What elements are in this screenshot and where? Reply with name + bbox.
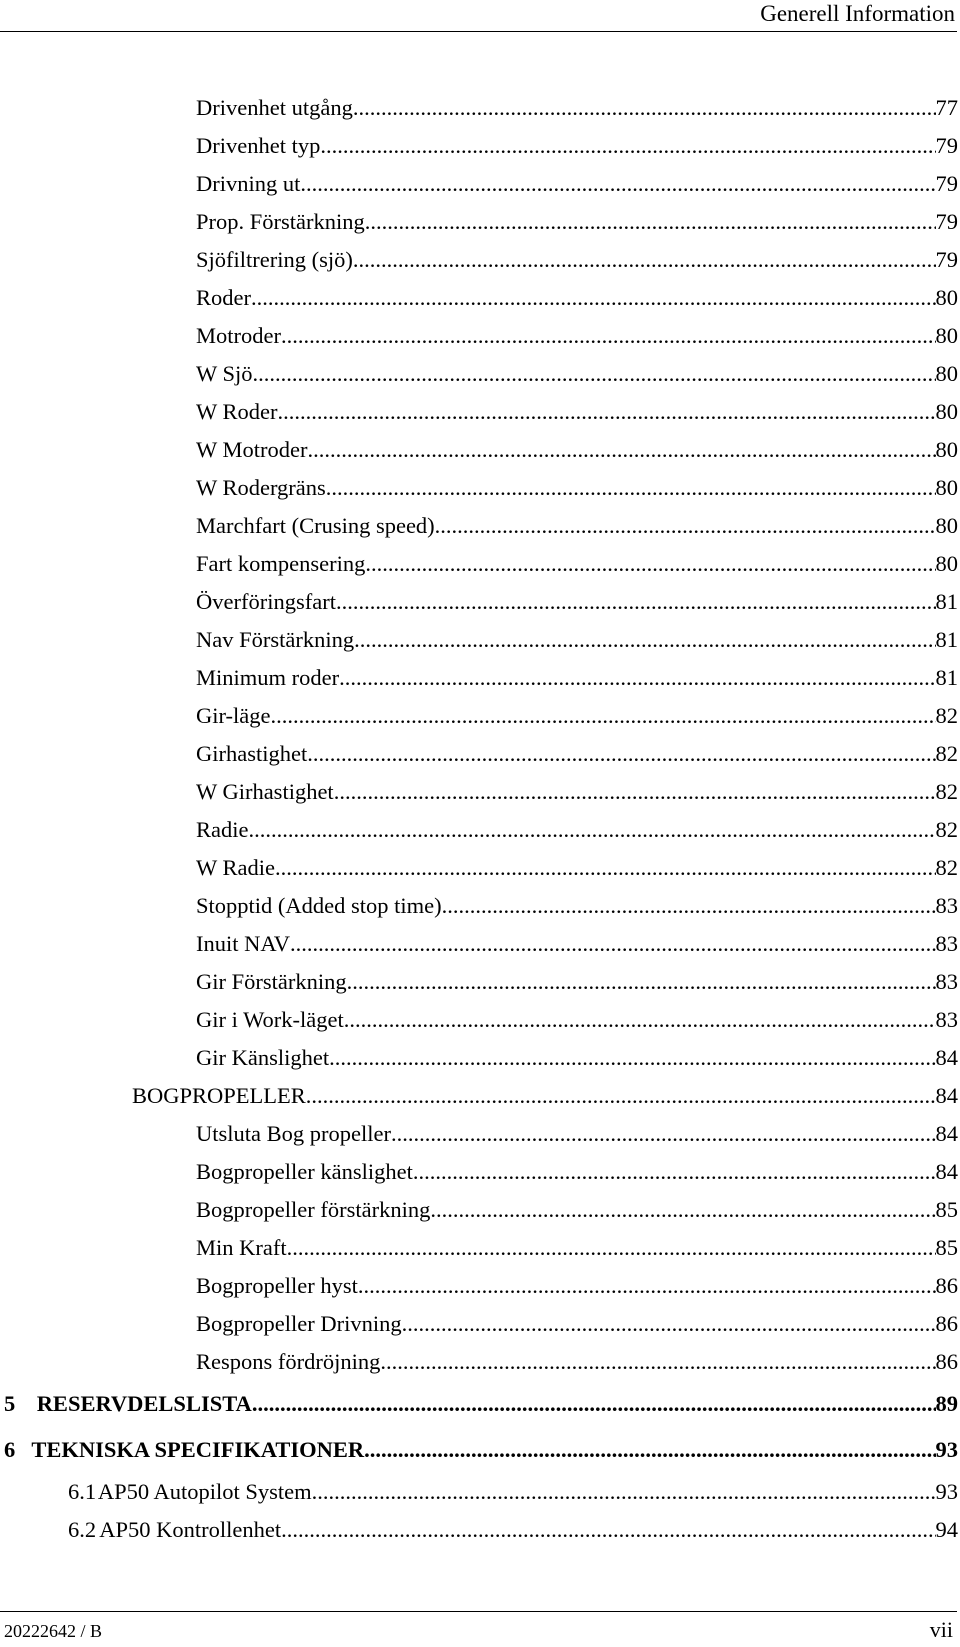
toc-entry[interactable] [196, 1311, 958, 1349]
toc-entry[interactable] [196, 95, 958, 133]
toc-entry[interactable] [196, 323, 958, 361]
toc-entry-page: 84 [935, 1159, 958, 1184]
toc-leader-dots [252, 1391, 936, 1417]
page-header [0, 0, 957, 32]
toc-leader-dots [329, 1045, 935, 1071]
toc-entry[interactable] [196, 1197, 958, 1235]
toc-entry-label: Nav Förstärkning [196, 627, 355, 652]
toc-entry-label: W Roder [196, 399, 278, 424]
toc-entry[interactable] [196, 665, 958, 703]
toc-leader-dots [251, 285, 936, 311]
toc-leader-dots [334, 779, 936, 805]
toc-leader-dots [326, 133, 936, 159]
toc-entry-label: Överföringsfart [196, 589, 336, 614]
toc-entry[interactable] [196, 247, 958, 285]
toc-entry[interactable] [196, 931, 958, 969]
toc-entry-page: 89 [935, 1391, 958, 1416]
toc-entry-label: Gir i Work-läget [196, 1007, 344, 1032]
toc-entry-number: 5 [4, 1391, 16, 1416]
toc-entry-label: W Rodergräns [196, 475, 326, 500]
toc-entry-page: 83 [935, 969, 958, 994]
toc-entry-label: AP50 Autopilot System [97, 1479, 312, 1504]
toc-entry-page: 83 [935, 1007, 958, 1032]
toc-entry[interactable] [68, 1479, 958, 1517]
toc-leader-dots [442, 893, 936, 919]
toc-entry-label: Bogpropeller Drivning [196, 1311, 402, 1336]
toc-entry-page: 79 [935, 247, 958, 272]
toc-entry-page: 81 [935, 627, 958, 652]
toc-entry-page: 80 [935, 285, 958, 310]
toc-entry-page: 82 [935, 779, 958, 804]
toc-leader-dots [281, 323, 936, 349]
toc-entry-page: 80 [935, 399, 958, 424]
toc-entry-number: 6.1 [68, 1479, 97, 1504]
toc-entry-label: W Girhastighet [196, 779, 334, 804]
toc-entry[interactable] [196, 779, 958, 817]
toc-entry-label: Bogpropeller hyst [196, 1273, 358, 1298]
toc-entry-page: 86 [935, 1311, 958, 1336]
toc-entry-page: 80 [935, 475, 958, 500]
toc-entry-label: Marchfart (Crusing speed) [196, 513, 435, 538]
toc-leader-dots [354, 627, 935, 653]
toc-leader-dots [344, 1007, 936, 1033]
toc-entry-label: Bogpropeller känslighet [196, 1159, 413, 1184]
toc-leader-dots [402, 1311, 936, 1337]
toc-entry-page: 80 [935, 513, 958, 538]
toc-entry-page: 77 [935, 95, 958, 120]
toc-leader-dots [307, 437, 935, 463]
toc-entry[interactable] [196, 627, 958, 665]
toc-entry-page: 84 [935, 1121, 958, 1146]
toc-entry[interactable] [196, 703, 958, 741]
toc-entry[interactable] [196, 209, 958, 247]
toc-leader-dots [306, 1083, 936, 1109]
toc-entry[interactable] [196, 399, 958, 437]
toc-entry-label: Inuit NAV [196, 931, 290, 956]
toc-entry-label: Roder [196, 285, 251, 310]
toc-entry-page: 83 [935, 893, 958, 918]
toc-leader-dots [435, 513, 936, 539]
toc-entry-label: Drivenhet utgång [196, 95, 353, 120]
header-title: Generell Information [760, 1, 955, 26]
toc-entry-label: Prop. Förstärkning [196, 209, 365, 234]
toc-leader-dots [358, 1273, 936, 1299]
toc-leader-dots [353, 247, 936, 273]
toc-entry[interactable] [196, 969, 958, 1007]
toc-entry[interactable] [196, 1045, 958, 1083]
toc-entry-label: Drivenhet typ. [196, 133, 326, 158]
toc-leader-dots [300, 171, 935, 197]
toc-entry-label: Minimum roder [196, 665, 340, 690]
toc-leader-dots [290, 931, 936, 957]
toc-entry-label: Sjöfiltrering (sjö) [196, 247, 353, 272]
toc-entry-page: 82 [935, 855, 958, 880]
toc-entry-label: BOGPROPELLER [132, 1083, 306, 1108]
page-number: vii [929, 1617, 953, 1642]
toc-leader-dots [312, 1479, 936, 1505]
toc-entry-label: AP50 Kontrollenhet [99, 1517, 282, 1542]
toc-entry-page: 82 [935, 817, 958, 842]
toc-entry-label: TEKNISKA SPECIFIKATIONER [31, 1437, 365, 1462]
toc-entry[interactable] [196, 513, 958, 551]
toc-entry[interactable] [196, 1235, 958, 1273]
toc-entry-number: 6 [4, 1437, 16, 1462]
toc-entry[interactable] [196, 551, 958, 589]
toc-leader-dots [307, 741, 935, 767]
document-number: 20222642 / B [4, 1621, 103, 1641]
toc-leader-dots [252, 361, 935, 387]
toc-entry[interactable] [196, 133, 958, 171]
toc-entry-label: RESERVDELSLISTA [36, 1391, 252, 1416]
toc-entry-page: 81 [935, 665, 958, 690]
toc-leader-dots [365, 551, 935, 577]
toc-entry-page: 80 [935, 323, 958, 348]
toc-entry-page: 84 [935, 1083, 958, 1108]
toc-entry[interactable] [196, 1349, 958, 1387]
toc-entry[interactable] [196, 171, 958, 209]
toc-leader-dots [281, 1517, 935, 1543]
toc-leader-dots [430, 1197, 935, 1223]
toc-entry-page: 80 [935, 361, 958, 386]
toc-entry-label: Respons fördröjning [196, 1349, 381, 1374]
toc-entry-label: Motroder [196, 323, 281, 348]
toc-entry[interactable] [196, 1159, 958, 1197]
toc-entry-label: Drivning ut [196, 171, 301, 196]
toc-entry-label: Fart kompensering [196, 551, 366, 576]
toc-entry[interactable] [196, 1121, 958, 1159]
toc-entry-label: Utsluta Bog propeller [196, 1121, 391, 1146]
toc-leader-dots [248, 817, 935, 843]
toc-leader-dots [277, 399, 935, 425]
toc-entry-label: Gir Känslighet [196, 1045, 330, 1070]
toc-leader-dots [287, 1235, 936, 1261]
page-footer [0, 1611, 957, 1647]
toc-leader-dots [365, 209, 936, 235]
toc-entry-page: 84 [935, 1045, 958, 1070]
toc-leader-dots [275, 855, 936, 881]
toc-entry-page: 83 [935, 931, 958, 956]
toc-entry[interactable] [196, 817, 958, 855]
toc-entry-page: 94 [935, 1517, 958, 1542]
toc-entry-label: W Motroder [196, 437, 308, 462]
toc-leader-dots [336, 589, 936, 615]
toc-entry-page: 79 [935, 133, 958, 158]
toc-entry-page: 80 [935, 551, 958, 576]
toc-entry-page: 82 [935, 741, 958, 766]
toc-entry[interactable] [68, 1517, 958, 1555]
toc-entry-page: 79 [935, 209, 958, 234]
toc-entry-number: 6.2 [68, 1517, 97, 1542]
toc-entry[interactable] [196, 1273, 958, 1311]
toc-entry[interactable] [196, 741, 958, 779]
toc-entry[interactable] [196, 285, 958, 323]
toc-leader-dots [364, 1437, 935, 1463]
toc-entry-label: Radie [196, 817, 249, 842]
toc-leader-dots [326, 475, 936, 501]
toc-leader-dots [353, 95, 936, 121]
toc-entry[interactable] [196, 475, 958, 513]
toc-entry[interactable] [196, 437, 958, 475]
toc-leader-dots [271, 703, 936, 729]
toc-entry-page: 93 [935, 1437, 958, 1462]
toc-entry[interactable] [196, 855, 958, 893]
toc-entry[interactable] [196, 589, 958, 627]
toc-entry[interactable] [132, 1083, 958, 1121]
toc-entry-label: W Radie [196, 855, 275, 880]
toc-entry[interactable] [196, 893, 958, 931]
toc-entry[interactable] [4, 1391, 958, 1429]
toc-entry-label: Bogpropeller förstärkning [196, 1197, 431, 1222]
toc-entry-page: 86 [935, 1349, 958, 1374]
toc-entry-label: Gir-läge [196, 703, 271, 728]
toc-leader-dots [347, 969, 936, 995]
toc-entry[interactable] [4, 1437, 958, 1475]
toc-leader-dots [413, 1159, 936, 1185]
toc-entry-page: 85 [935, 1197, 958, 1222]
toc-entry-page: 86 [935, 1273, 958, 1298]
toc-entry-label: Min Kraft [196, 1235, 287, 1260]
toc-entry[interactable] [196, 361, 958, 399]
toc-entry-page: 85 [935, 1235, 958, 1260]
toc-leader-dots [391, 1121, 936, 1147]
toc-entry-page: 80 [935, 437, 958, 462]
toc-entry-label: W Sjö [196, 361, 253, 386]
toc-entry-page: 82 [935, 703, 958, 728]
toc-entry-label: Stopptid (Added stop time) [196, 893, 442, 918]
toc-entry-label: Girhastighet [196, 741, 308, 766]
toc-entry[interactable] [196, 1007, 958, 1045]
toc-entry-page: 79 [935, 171, 958, 196]
toc-entry-page: 93 [935, 1479, 958, 1504]
toc-leader-dots [380, 1349, 935, 1375]
toc-entry-label: Gir Förstärkning [196, 969, 347, 994]
toc-entry-page: 81 [935, 589, 958, 614]
toc-leader-dots [339, 665, 935, 691]
